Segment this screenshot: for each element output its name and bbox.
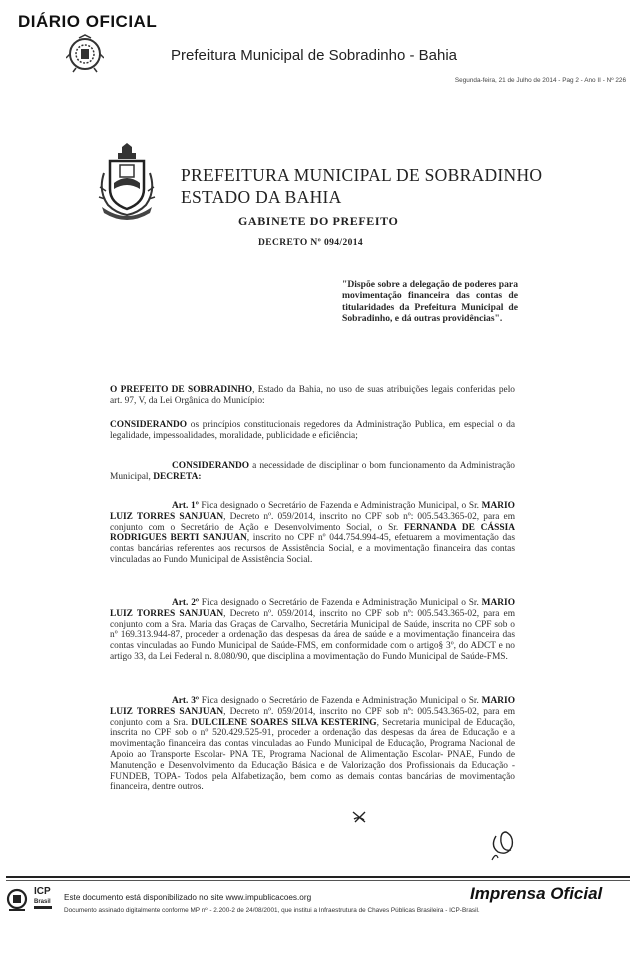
person-name: MARIO LUIZ TORRES SANJUAN — [110, 598, 515, 619]
person-name: DULCILENE SOARES SILVA KESTERING — [191, 717, 377, 728]
person-name: MARIO LUIZ TORRES SANJUAN — [110, 501, 515, 522]
signature-icon — [486, 822, 522, 862]
article-text: , Decreto nº. 059/2014, inscrito no CPF sob nº: 005.543.365-02, para em conjunto com a Sra. Maria das Graças de Carvalho, Secretária Municipal de Saúde, inscrita no CPF sob o nº 169.313.944-87, proceder a ordenação das despesas da área de saúde e a movimentação financeira das contas vinculadas ao Fundo Municipal de Saúde-FMS, em conformidade com o artigo§ 3º, do ADCT e no artigo 33, da Lei Federal n. 8.080/90, que disciplina a movimentação do Fundo Municipal de Saúde-FMS. — [110, 608, 515, 662]
footer-rule — [6, 876, 630, 878]
article-text: , Decreto nº. 059/2014, inscrito no CPF sob nº: 005.543.365-02, para em conjunto com o Secretário de Ação e Desenvolvimento Social, o Sr. — [110, 511, 515, 533]
digital-signature-notice: Documento assinado digitalmente conforme MP nº - 2.200-2 de 24/08/2001, que institui a Infraestrutura de Chaves Públicas Brasileira - ICP-Brasil. — [64, 907, 480, 914]
availability-notice: Este documento está disponibilizado no site www.impublicacoes.org — [64, 893, 312, 902]
article-text: Fica designado o Secretário de Fazenda e Administração Municipal o Sr. — [198, 598, 482, 608]
article-3 — [110, 696, 515, 793]
article-label: Art. 1º — [172, 501, 199, 511]
office-name: GABINETE DO PREFEITO — [238, 214, 399, 228]
considering-text: os princípios constitucionais regedores da Administração Publica, em especial o da legalidade, impessoalidades, moralidade, publicidade e eficiência; — [110, 420, 515, 441]
initials-icon — [351, 810, 367, 824]
header-title: Prefeitura Municipal de Sobradinho - Bahia — [171, 47, 458, 64]
icp-brasil-logo-icon — [34, 883, 56, 913]
article-text: , Decreto nº. 059/2014, inscrito no CPF sob nº: 005.543.365-02, para em conjunto com a Sra. — [110, 706, 515, 728]
svg-text:Brasil: Brasil — [34, 899, 51, 905]
considering-label: CONSIDERANDO — [172, 461, 250, 471]
article-2 — [110, 598, 515, 663]
imprensa-oficial-brand: Imprensa Oficial — [470, 884, 603, 903]
article-text: , Secretaria municipal de Educação, inscrita no CPF sob o nº 520.429.525-91, proceder a ordenação das despesas da área de Educação e a movimentação financeira das contas vinculadas ao Fundo Municipal de Educação, Programa Nacional de Apoio ao Transporte Escolar- PNA TE, Programa Nacional de Alimentação Escolar- PNAE, Fundo de Manutenção e Desenvolvimento da Educação Básica e de Valorização dos Profissionais da Educação - FUNDEB, TOPA- Todos pela Alfabetização, bem como as demais contas bancárias de movimentação financeira, dentre outros. — [110, 717, 515, 793]
article-text: Fica designado o Secretário de Fazenda e Administração Municipal, o Sr. — [198, 501, 482, 511]
svg-text:ICP: ICP — [34, 886, 51, 897]
article-label: Art. 2º — [172, 598, 199, 608]
considering-paragraph-2 — [110, 461, 515, 483]
footer-emblem-icon — [6, 886, 28, 912]
considering-paragraph-1 — [110, 420, 515, 442]
article-1 — [110, 501, 515, 566]
state-name: ESTADO DA BAHIA — [181, 187, 342, 207]
article-text: Fica designado o Secretário de Fazenda e Administração Municipal o Sr. — [198, 696, 482, 706]
municipal-crest-icon — [66, 34, 104, 74]
preamble-paragraph — [110, 385, 515, 407]
edition-info: Segunda-feira, 21 de Julho de 2014 - Pag 2 - Ano II - Nº 226 — [454, 77, 626, 84]
municipality-name: PREFEITURA MUNICIPAL DE SOBRADINHO — [181, 165, 543, 185]
footer-rule-thin — [6, 880, 630, 881]
masthead: DIÁRIO OFICIAL — [18, 12, 158, 31]
preamble-text: , Estado da Bahia, no uso de suas atribuições legais conferidas pelo art. 97, V, da Lei Orgânica do Município: — [110, 385, 515, 406]
article-text: , inscrito no CPF nº 044.754.994-45, efetuarem a movimentação das contas bancárias referentes aos recursos de Assistência Social, e a movimentação financeira das contas vinculadas ao Fundo Municipal de Assistência Social. — [110, 533, 515, 565]
decree-summary: "Dispõe sobre a delegação de poderes para movimentação financeira das contas de titularidades da Prefeitura Municipal de Sobradinho, e dá outras providências". — [342, 279, 518, 324]
person-name: MARIO LUIZ TORRES SANJUAN — [110, 696, 515, 717]
considering-label: CONSIDERANDO — [110, 420, 188, 430]
decrees-label: DECRETA: — [153, 471, 202, 482]
mayor-title: O PREFEITO DE SOBRADINHO — [110, 385, 253, 395]
considering-text: a necessidade de disciplinar o bom funcionamento da Administração Municipal, — [110, 461, 515, 482]
municipal-crest-large-icon — [96, 143, 158, 221]
decree-number: DECRETO Nº 094/2014 — [258, 238, 364, 248]
article-label: Art. 3º — [172, 696, 199, 706]
person-name: FERNANDA DE CÁSSIA RODRIGUES BERTI SANJUAN — [110, 522, 515, 544]
